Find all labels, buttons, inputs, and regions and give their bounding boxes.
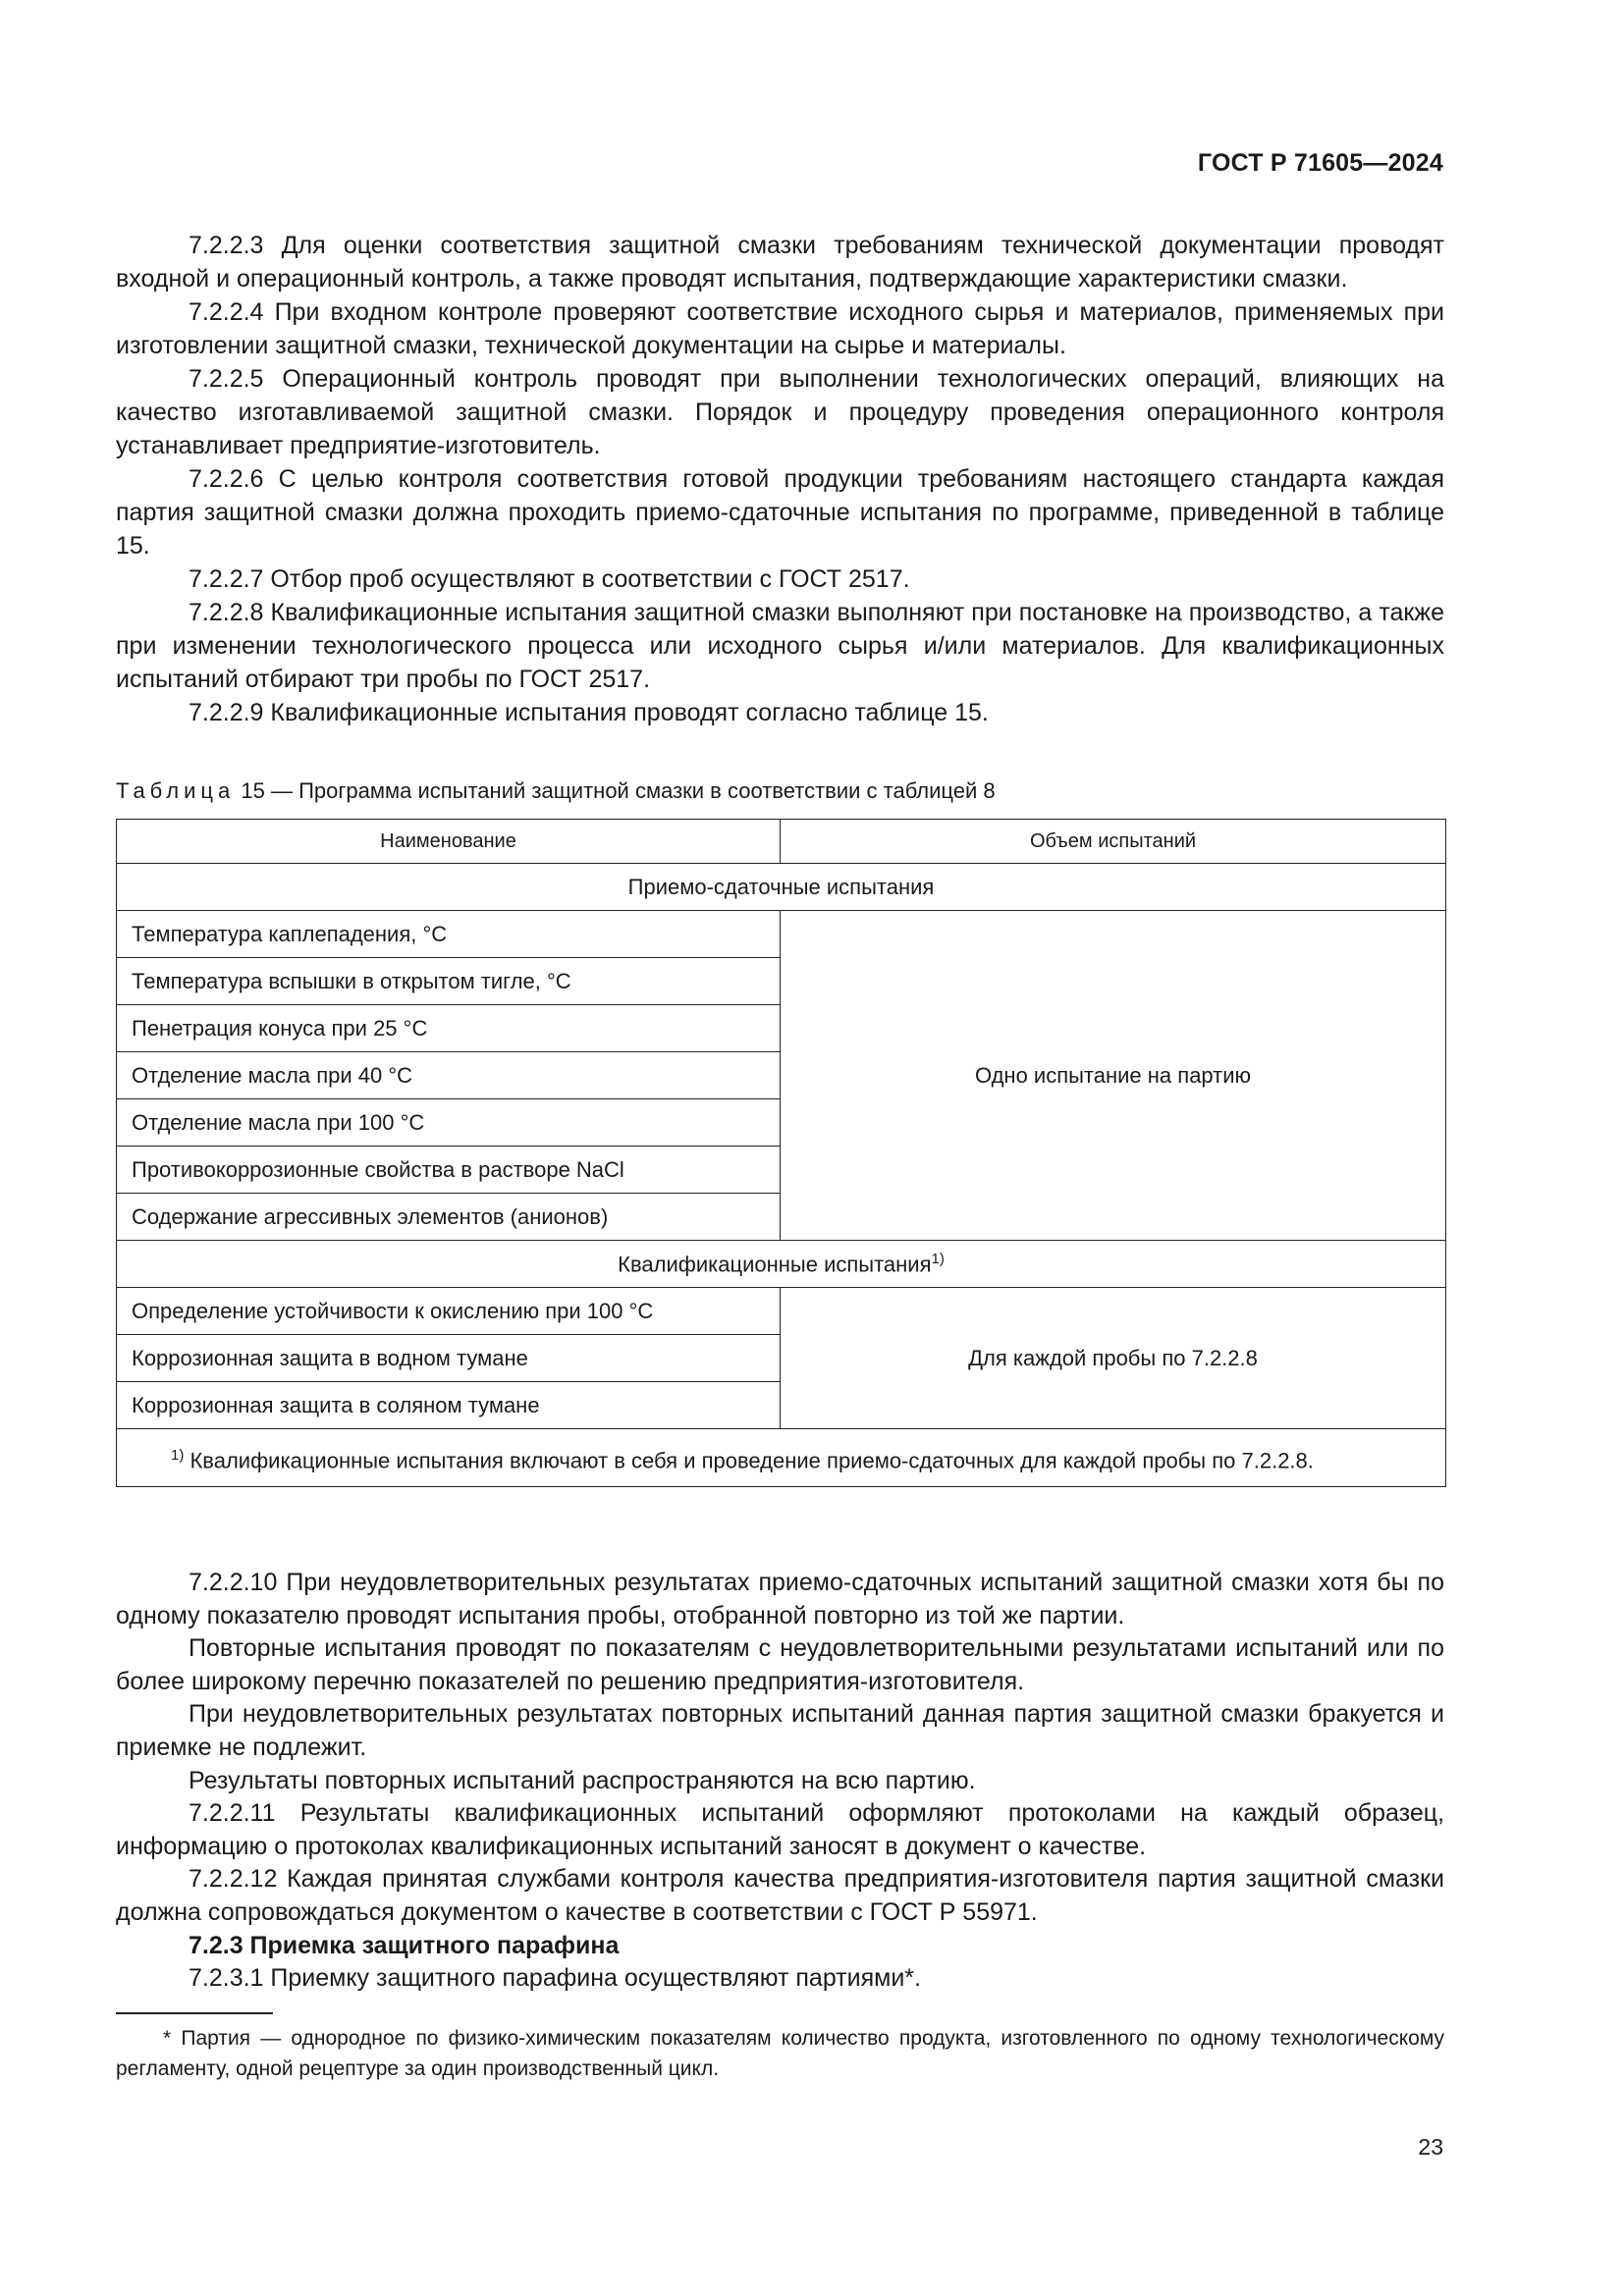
test-name: Отделение масла при 100 °С (117, 1099, 781, 1147)
paragraph-7-2-2-10: 7.2.2.10 При неудовлетворительных результатах приемо-сдаточных испытаний защитной смазки хотя бы по одному показателю проводят испытания пробы, отобранной повторно из той же партии. (116, 1569, 1444, 1629)
table-caption-text: 15 — Программа испытаний защитной смазки в соответствии с таблицей 8 (241, 778, 996, 803)
table-footnote (117, 1429, 1446, 1487)
table-header-row (117, 820, 1446, 864)
document-header: ГОСТ Р 71605—2024 (1197, 149, 1443, 177)
paragraph-7-2-2-3: 7.2.2.3 Для оценки соответствия защитной смазки требованиям технической документации проводят входной и операционный контроль, а также проводят испытания, подтверждающие характеристики смазки. (116, 232, 1444, 293)
page-number: 23 (1418, 2134, 1443, 2160)
qualification-volume: Для каждой пробы по 7.2.2.8 (781, 1288, 1446, 1429)
qualification-section-cell (117, 1241, 1446, 1288)
test-name: Противокоррозионные свойства в растворе NaCl (117, 1147, 781, 1194)
paragraph-7-2-2-7: 7.2.2.7 Отбор проб осуществляют в соответствии с ГОСТ 2517. (189, 565, 910, 593)
paragraph-7-2-2-9: 7.2.2.9 Квалификационные испытания проводят согласно таблице 15. (189, 699, 989, 726)
paragraph-7-2-2-4: 7.2.2.4 При входном контроле проверяют соответствие исходного сырья и материалов, применяемых при изготовлении защитной смазки, технической документации на сырье и материалы. (116, 298, 1444, 359)
acceptance-section-title: Приемо-сдаточные испытания (117, 864, 1446, 911)
paragraph-7-2-2-12: 7.2.2.12 Каждая принятая службами контроля качества предприятия-изготовителя партия защитной смазки должна сопровождаться документом о качестве в соответствии с ГОСТ Р 55971. (116, 1865, 1444, 1926)
table-footnote-mark: 1) (171, 1447, 185, 1464)
table-caption-label: Таблица (116, 778, 236, 803)
table-row (117, 1288, 1446, 1335)
acceptance-volume: Одно испытание на партию (781, 911, 1446, 1241)
paragraph-results-scope: Результаты повторных испытаний распространяются на всю партию. (189, 1766, 976, 1794)
qualification-footnote-ref: 1) (931, 1250, 945, 1267)
paragraph-7-2-3-1: 7.2.3.1 Приемку защитного парафина осуществляют партиями*. (189, 1964, 921, 1993)
paragraph-7-2-2-5: 7.2.2.5 Операционный контроль проводят при выполнении технологических операций, влияющих на качество изготавливаемой защитной смазки. Порядок и процедуру проведения операционного контроля устанавливает предприятие-изготовитель. (116, 365, 1444, 459)
paragraph-repeat-tests: Повторные испытания проводят по показателям с неудовлетворительными результатами испытаний или по более широкому перечню показателей по решению предприятия-изготовителя. (116, 1634, 1444, 1695)
page-footnote (116, 2023, 1444, 2084)
table-caption (116, 778, 996, 804)
test-name: Температура вспышки в открытом тигле, °С (117, 958, 781, 1005)
col-header-volume: Объем испытаний (781, 820, 1446, 864)
test-name: Определение устойчивости к окислению при 100 °С (117, 1288, 781, 1335)
body-text-after-table (116, 1567, 1444, 1996)
test-name: Содержание агрессивных элементов (анионов) (117, 1194, 781, 1241)
footnote-text: * Партия — однородное по физико-химическим показателям количество продукта, изготовленного по одному технологическому регламенту, одной рецептуре за один производственный цикл. (116, 2027, 1444, 2080)
test-name: Коррозионная защита в водном тумане (117, 1335, 781, 1382)
test-program-table (116, 819, 1446, 1487)
table-footnote-text: Квалификационные испытания включают в себя и проведение приемо-сдаточных для каждой пробы по 7.2.2.8. (189, 1448, 1314, 1473)
test-name: Отделение масла при 40 °С (117, 1052, 781, 1099)
table-row (117, 911, 1446, 958)
section-heading-7-2-3: 7.2.3 Приемка защитного парафина (189, 1931, 620, 1959)
col-header-name: Наименование (117, 820, 781, 864)
test-name: Коррозионная защита в соляном тумане (117, 1382, 781, 1429)
qualification-section-title: Квалификационные испытания (618, 1252, 932, 1277)
table-footnote-row (117, 1429, 1446, 1487)
test-name: Пенетрация конуса при 25 °С (117, 1005, 781, 1052)
paragraph-batch-rejected: При неудовлетворительных результатах повторных испытаний данная партия защитной смазки бракуется и приемке не подлежит. (116, 1700, 1444, 1761)
acceptance-section-row (117, 864, 1446, 911)
body-text-before-table (116, 229, 1444, 729)
qualification-section-row (117, 1241, 1446, 1288)
paragraph-7-2-2-8: 7.2.2.8 Квалификационные испытания защитной смазки выполняют при постановке на производство, а также при изменении технологического процесса или исходного сырья и/или материалов. Для квалификационных испытаний отбирают три пробы по ГОСТ 2517. (116, 599, 1444, 693)
test-name: Температура каплепадения, °С (117, 911, 781, 958)
paragraph-7-2-2-6: 7.2.2.6 С целью контроля соответствия готовой продукции требованиям настоящего стандарта каждая партия защитной смазки должна проходить приемо-сдаточные испытания по программе, приведенной в таблице 15. (116, 465, 1444, 560)
footnote-divider (116, 2012, 273, 2014)
paragraph-7-2-2-11: 7.2.2.11 Результаты квалификационных испытаний оформляют протоколами на каждый образец, информацию о протоколах квалификационных испытаний заносят в документ о качестве. (116, 1799, 1444, 1860)
